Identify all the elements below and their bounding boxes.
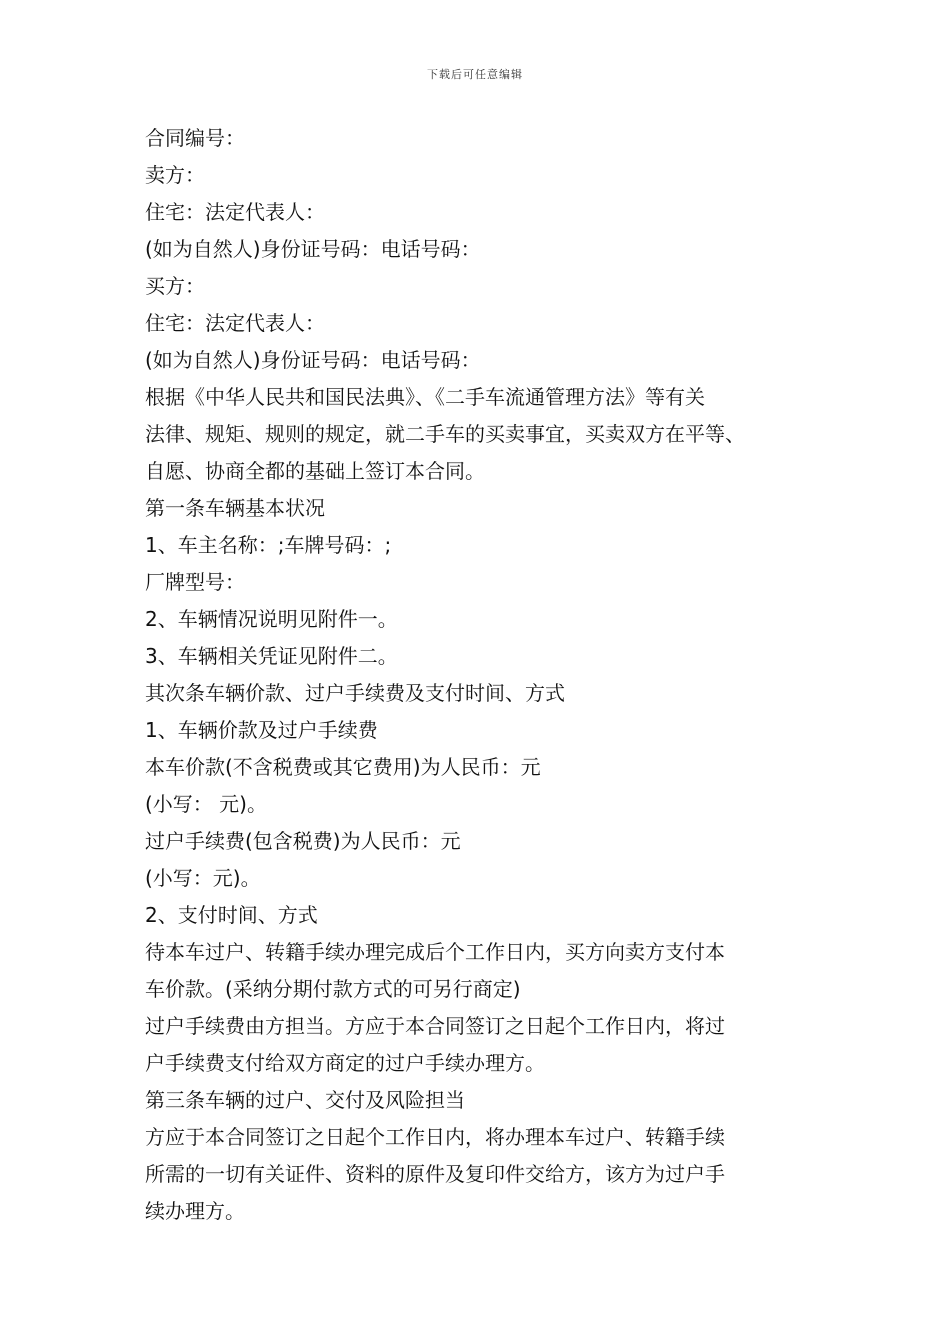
buyer-id-phone-line: (如为自然人)身份证号码：电话号码： (145, 348, 481, 372)
preamble-line-1: 根据《中华人民共和国民法典》、《二手车流通管理方法》等有关 (145, 385, 705, 409)
transfer-fee-line: 过户手续费(包含税费)为人民币：元 (145, 829, 461, 853)
seller-id-phone-line: (如为自然人)身份证号码：电话号码： (145, 237, 481, 261)
article-1-item-1: 1、车主名称：;车牌号码：; (145, 533, 392, 557)
vehicle-price-lowercase: (小写： 元)。 (145, 792, 267, 816)
article-2-item-2: 2、支付时间、方式 (145, 903, 318, 927)
article-3-line-3: 续办理方。 (145, 1199, 245, 1223)
article-3-line-1: 方应于本合同签订之日起个工作日内，将办理本车过户、转籍手续 (145, 1125, 725, 1149)
article-3-heading: 第三条车辆的过户、交付及风险担当 (145, 1088, 465, 1112)
preamble-line-3: 自愿、协商全都的基础上签订本合同。 (145, 459, 485, 483)
contract-number-line: 合同编号： (145, 126, 245, 150)
seller-line: 卖方： (145, 163, 205, 187)
page-header-note: 下载后可任意编辑 (427, 68, 523, 81)
document-body (145, 120, 815, 1230)
fee-bearer-line-2: 户手续费支付给双方商定的过户手续办理方。 (145, 1051, 545, 1075)
buyer-line: 买方： (145, 274, 205, 298)
buyer-address-line: 住宅：法定代表人： (145, 311, 325, 335)
vehicle-price-line: 本车价款(不含税费或其它费用)为人民币：元 (145, 755, 541, 779)
seller-address-line: 住宅：法定代表人： (145, 200, 325, 224)
fee-bearer-line-1: 过户手续费由方担当。方应于本合同签订之日起个工作日内，将过 (145, 1014, 725, 1038)
article-2-item-1: 1、车辆价款及过户手续费 (145, 718, 378, 742)
payment-terms-line-2: 车价款。(采纳分期付款方式的可另行商定) (145, 977, 521, 1001)
transfer-fee-lowercase: (小写：元)。 (145, 866, 261, 890)
article-1-heading: 第一条车辆基本状况 (145, 496, 325, 520)
payment-terms-line-1: 待本车过户、转籍手续办理完成后个工作日内，买方向卖方支付本 (145, 940, 725, 964)
article-3-line-2: 所需的一切有关证件、资料的原件及复印件交给方，该方为过户手 (145, 1162, 725, 1186)
article-1-brand-model: 厂牌型号： (145, 570, 245, 594)
article-1-item-3: 3、车辆相关凭证见附件二。 (145, 644, 398, 668)
article-1-item-2: 2、车辆情况说明见附件一。 (145, 607, 398, 631)
article-2-heading: 其次条车辆价款、过户手续费及支付时间、方式 (145, 681, 565, 705)
preamble-line-2: 法律、规矩、规则的规定，就二手车的买卖事宜，买卖双方在平等、 (145, 422, 745, 446)
